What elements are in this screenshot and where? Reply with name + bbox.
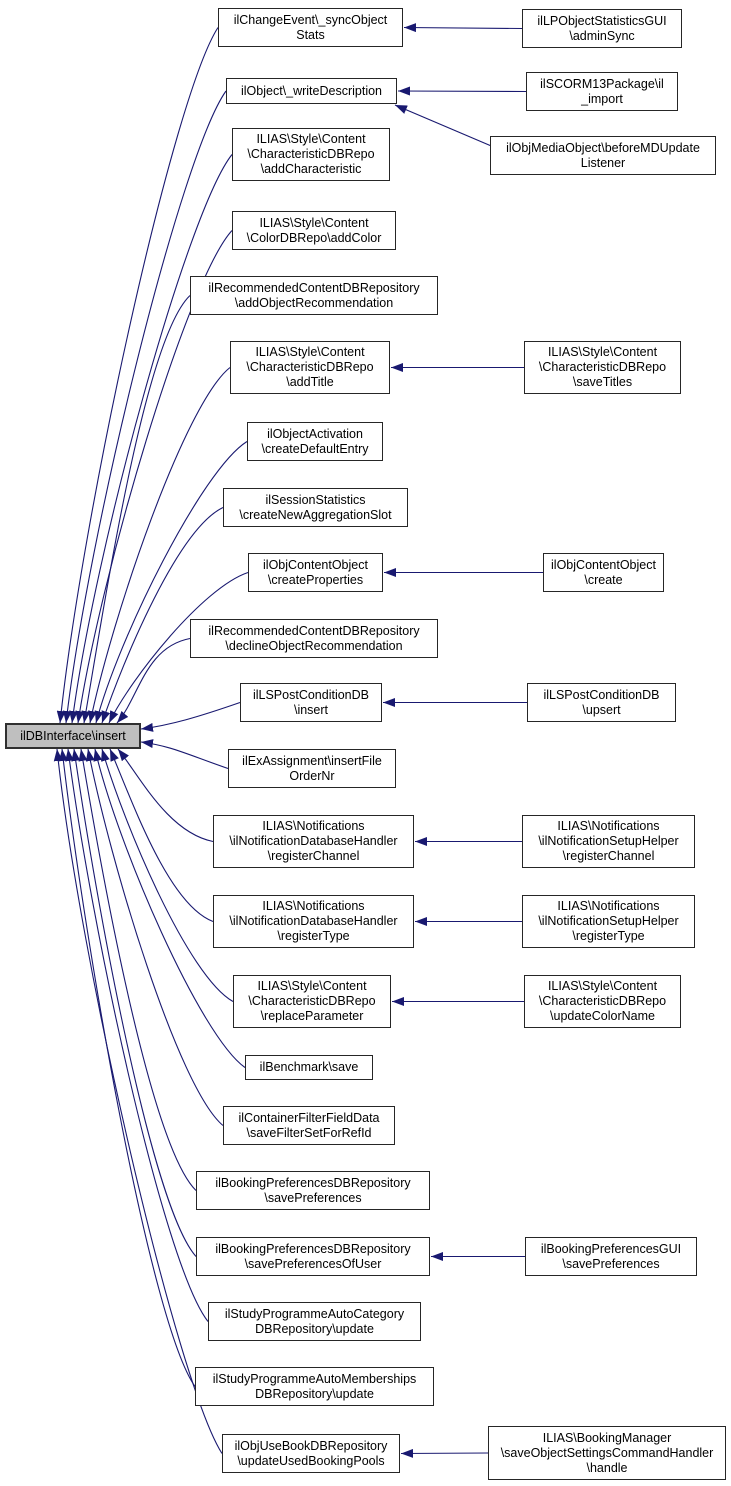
node-label-line: \ilNotificationDatabaseHandler	[229, 834, 398, 848]
node-illspostconditiondb-insert[interactable]	[240, 683, 382, 722]
node-illspostconditiondb-upsert[interactable]	[527, 683, 676, 722]
node-label-line: ilObjectActivation	[267, 426, 363, 441]
edge-r3-n2	[395, 105, 496, 148]
node-ilobjcontentobject-create[interactable]	[543, 553, 664, 592]
edge-n18-main	[81, 749, 196, 1191]
node-ilias-notifications-ilnotificationdatabasehandler-registertype[interactable]	[213, 895, 414, 948]
node-label-line: ILIAS\Notifications	[557, 819, 660, 833]
edge-r2-n2	[398, 91, 526, 92]
node-label-line: ilLSPostConditionDB	[252, 687, 370, 702]
node-label-line: ilObjUseBookDBRepository	[234, 1438, 388, 1453]
edge-r1-n1	[404, 28, 522, 29]
node-label-line: \handle	[586, 1460, 628, 1475]
node-ilias-style-content-characteristicdbrepo-addtitle[interactable]	[230, 341, 390, 394]
node-label-line: ilSessionStatistics	[265, 492, 366, 507]
node-ilobjusebookdbrepository-updateusedbookingpools[interactable]	[222, 1434, 400, 1473]
node-label-line: ILIAS\Style\Content	[547, 979, 658, 993]
node-label-line: \adminSync	[569, 28, 635, 43]
node-label-line: \CharacteristicDBRepo	[248, 994, 376, 1008]
node-label-line: ILIAS\Notifications	[557, 899, 660, 913]
node-label-line: \saveObjectSettingsCommandHandler	[500, 1445, 714, 1460]
node-label-line: \savePreferences	[562, 1256, 660, 1271]
node-illpobjectstatisticsgui-adminsync[interactable]	[522, 9, 682, 48]
node-ilias-notifications-ilnotificationdatabasehandler-registerchannel[interactable]	[213, 815, 414, 868]
node-label-line: ILIAS\Style\Content	[259, 215, 369, 230]
node-ilobject-writedescription[interactable]	[226, 78, 397, 104]
node-label-line: \createProperties	[267, 572, 364, 587]
node-label-line: Listener	[580, 155, 626, 170]
node-label-line: \registerChannel	[562, 849, 655, 863]
edge-n19-main	[74, 749, 196, 1257]
node-label-line: \savePreferencesOfUser	[244, 1256, 382, 1271]
node-label-line: ilRecommendedContentDBRepository	[208, 280, 420, 295]
node-label-line: \updateColorName	[550, 1009, 655, 1023]
node-label-line: ilDBInterface\insert	[20, 728, 126, 743]
edge-n10-main	[117, 639, 190, 724]
node-label-line: DBRepository\update	[255, 1321, 374, 1336]
edge-n12-main	[141, 742, 228, 769]
node-ilias-style-content-characteristicdbrepo-addcharacteristic[interactable]	[232, 128, 390, 181]
node-ilstudyprogrammeautocategory-dbrepository-update[interactable]	[208, 1302, 421, 1341]
node-ilstudyprogrammeautomemberships-dbrepository-update[interactable]	[195, 1367, 434, 1406]
node-label-line: ilExAssignment\insertFile	[242, 753, 382, 768]
node-label-line: ilSCORM13Package\il	[540, 76, 664, 91]
node-ilias-bookingmanager-saveobjectsettingscommandhandler-handle[interactable]	[488, 1426, 726, 1480]
node-label-line: \savePreferences	[264, 1190, 362, 1205]
node-label-line: \ColorDBRepo\addColor	[246, 230, 382, 245]
node-label-line: ilObjContentObject	[263, 557, 368, 572]
node-ilexassignment-insertfile-ordernr[interactable]	[228, 749, 396, 788]
node-label-line: \registerType	[277, 929, 350, 943]
node-label-line: \upsert	[582, 702, 621, 717]
node-label-line: _import	[581, 91, 623, 106]
node-label-line: Stats	[296, 27, 325, 42]
node-ilias-style-content-characteristicdbrepo-savetitles[interactable]	[524, 341, 681, 394]
node-ilbookingpreferencesdbrepository-savepreferences[interactable]	[196, 1171, 430, 1210]
edge-r11-n22	[401, 1453, 488, 1454]
node-label-line: ilStudyProgrammeAutoCategory	[224, 1306, 405, 1321]
node-label-line: \CharacteristicDBRepo	[246, 360, 374, 374]
node-label-line: ilBookingPreferencesDBRepository	[215, 1175, 411, 1190]
node-label-line: \createDefaultEntry	[261, 441, 369, 456]
node-label-line: ilChangeEvent\_syncObject	[233, 12, 388, 27]
node-label-line: ilLPObjectStatisticsGUI	[537, 13, 667, 28]
node-ilias-notifications-ilnotificationsetuphelper-registertype[interactable]	[522, 895, 695, 948]
edge-n11-main	[141, 703, 240, 730]
node-ilbookingpreferencesgui-savepreferences[interactable]	[525, 1237, 697, 1276]
node-ilobjectactivation-createdefaultentry[interactable]	[247, 422, 383, 461]
node-label-line: OrderNr	[289, 768, 335, 783]
edge-n17-main	[88, 749, 223, 1126]
node-label-line: \CharacteristicDBRepo	[538, 360, 667, 374]
node-ilsessionstatistics-createnewaggregationslot[interactable]	[223, 488, 408, 527]
node-ilias-style-content-colordbrepo-addcolor[interactable]	[232, 211, 396, 250]
node-ilrecommendedcontentdbrepository-declineobjectrecommendation[interactable]	[190, 619, 438, 658]
node-label-line: ILIAS\Notifications	[262, 899, 365, 913]
edge-n7-main	[96, 442, 247, 724]
node-ilbenchmark-save[interactable]	[245, 1055, 373, 1080]
node-label-line: ilBookingPreferencesDBRepository	[215, 1241, 411, 1256]
node-ilias-style-content-characteristicdbrepo-updatecolorname[interactable]	[524, 975, 681, 1028]
node-label-line: ilStudyProgrammeAutoMemberships	[212, 1371, 417, 1386]
node-ilias-style-content-characteristicdbrepo-replaceparameter[interactable]	[233, 975, 391, 1028]
node-label-line: \ilNotificationSetupHelper	[538, 914, 679, 928]
edge-n22-main	[57, 749, 222, 1454]
node-label-line: \updateUsedBookingPools	[237, 1453, 385, 1468]
node-label-line: ilObject\_writeDescription	[240, 83, 383, 98]
edge-n8-main	[102, 508, 223, 724]
node-label-line: \CharacteristicDBRepo	[538, 994, 667, 1008]
node-ilobjcontentobject-createproperties[interactable]	[248, 553, 383, 592]
node-label-line: \createNewAggregationSlot	[239, 507, 392, 522]
node-label-line: DBRepository\update	[255, 1386, 374, 1401]
node-label-line: \saveTitles	[572, 375, 633, 389]
edge-n13-main	[118, 749, 213, 842]
node-label-line: ilLSPostConditionDB	[543, 687, 660, 702]
node-ilscorm13package-il-import[interactable]	[526, 72, 678, 111]
edge-n14-main	[110, 749, 213, 922]
node-label-line: ILIAS\Style\Content	[547, 345, 658, 359]
node-ildbinterface-insert	[5, 723, 141, 749]
node-label-line: \replaceParameter	[260, 1009, 364, 1023]
node-ilcontainerfilterfielddata-savefiltersetforrefid[interactable]	[223, 1106, 395, 1145]
node-label-line: ILIAS\BookingManager	[542, 1430, 672, 1445]
node-label-line: ilObjMediaObject\beforeMDUpdate	[506, 140, 700, 155]
node-label-line: ilBenchmark\save	[259, 1060, 359, 1074]
edge-n6-main	[90, 368, 230, 724]
node-label-line: \addObjectRecommendation	[234, 295, 394, 310]
node-label-line: \saveFilterSetForRefId	[246, 1125, 372, 1140]
node-label-line: \declineObjectRecommendation	[225, 638, 403, 653]
node-label-line: \registerType	[572, 929, 645, 943]
node-label-line: \ilNotificationDatabaseHandler	[229, 914, 398, 928]
node-label-line: \addTitle	[286, 375, 334, 389]
node-label-line: ilBookingPreferencesGUI	[540, 1241, 682, 1256]
node-label-line: \create	[584, 572, 623, 587]
node-ilobjmediaobject-beforemdupdate-listener[interactable]	[490, 136, 716, 175]
node-label-line: \addCharacteristic	[260, 162, 362, 176]
node-ilbookingpreferencesdbrepository-savepreferencesofuser[interactable]	[196, 1237, 430, 1276]
node-label-line: ILIAS\Style\Content	[255, 345, 365, 359]
node-label-line: ilRecommendedContentDBRepository	[208, 623, 420, 638]
node-ilias-notifications-ilnotificationsetuphelper-registerchannel[interactable]	[522, 815, 695, 868]
node-label-line: \insert	[293, 702, 329, 717]
node-label-line: ilContainerFilterFieldData	[238, 1110, 380, 1125]
node-label-line: ILIAS\Notifications	[262, 819, 365, 833]
node-ilrecommendedcontentdbrepository-addobjectrecommendation[interactable]	[190, 276, 438, 315]
node-label-line: \ilNotificationSetupHelper	[538, 834, 679, 848]
node-label-line: \CharacteristicDBRepo	[247, 147, 375, 161]
node-ilchangeevent-syncobject-stats[interactable]	[218, 8, 403, 47]
node-label-line: ilObjContentObject	[551, 557, 656, 572]
node-label-line: ILIAS\Style\Content	[257, 979, 367, 993]
node-label-line: ILIAS\Style\Content	[256, 132, 366, 146]
node-label-line: \registerChannel	[267, 849, 360, 863]
